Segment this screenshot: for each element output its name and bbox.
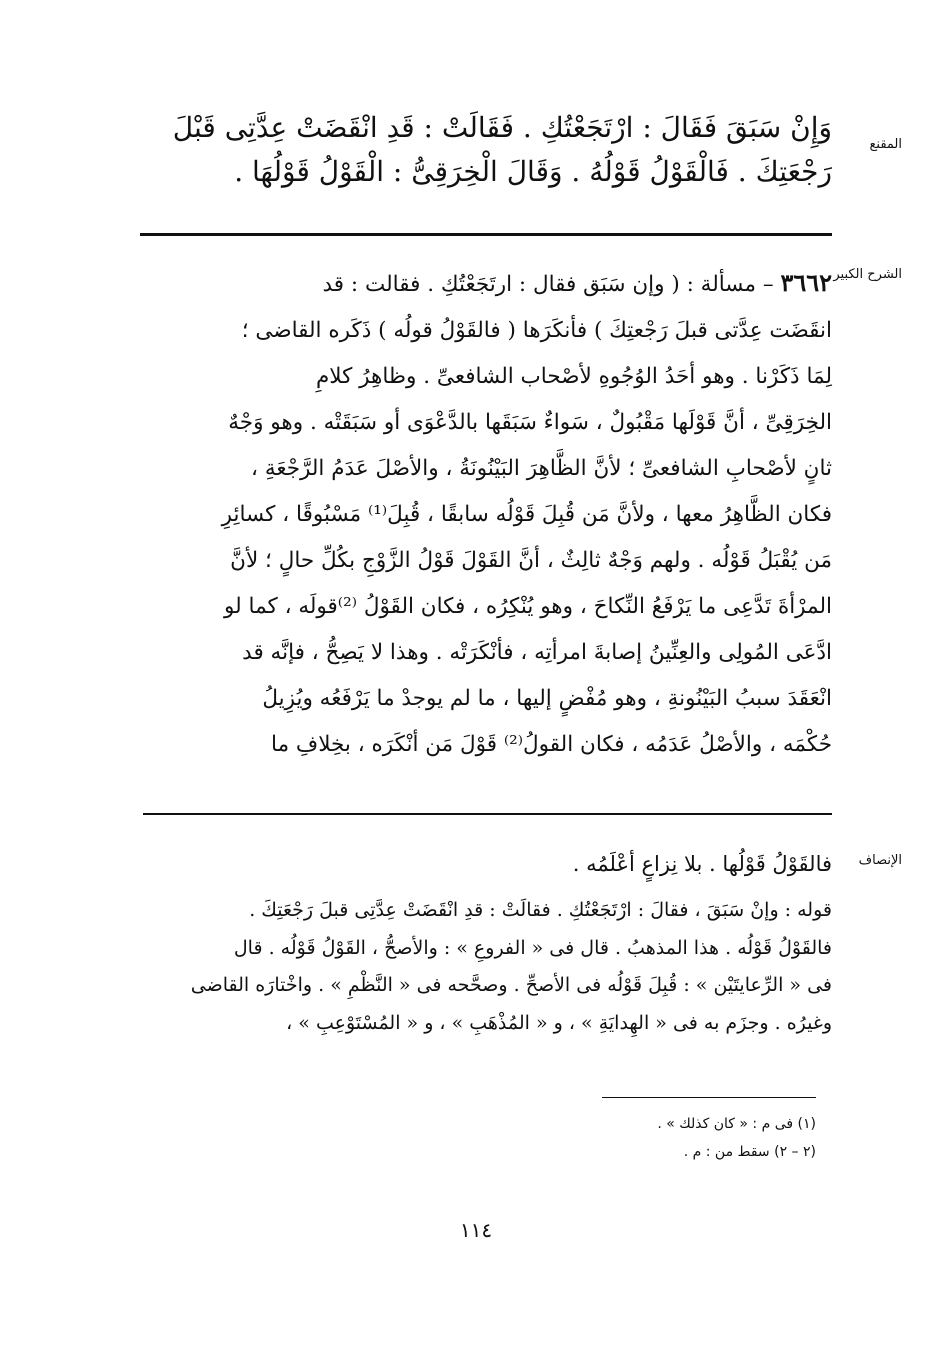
sharh-line: ادَّعَى المُولِى والعِنِّينُ إصابةَ امرأتِه ، فأنْكَرَتْه . وهذا لا يَصِحُّ ، فإنَّه قد	[242, 640, 832, 665]
footnote: (١) فى م : « كان كذلك » .	[657, 1116, 816, 1132]
insaf-line: فى « الرِّعايتَيْن » : قُبِلَ قَوْلُه فى الأصحِّ . وصحَّحه فى « النَّظْمِ » . واخْتارَه القاضى	[190, 974, 832, 996]
insaf-text	[120, 892, 832, 1042]
issue-number: ٣٦٦٢	[780, 268, 832, 297]
insaf-line: فالقَوْلُ قَوْلُه . هذا المذهبُ . قال فى « الفروعِ » : والأصحُّ ، القَوْلُ قَوْلُه . قال	[233, 936, 832, 959]
sharh-line: الخِرَقِىِّ ، أنَّ قَوْلَها مَقْبُولٌ ، سَواءٌ سَبَقَها بالدَّعْوَى أو سَبَقَتْه . وهو وَجْهٌ	[228, 410, 832, 435]
sharh-line: المرْأةَ تَدَّعِى ما يَرْفَعُ النِّكاحَ ، وهو يُنْكِرُه ، فكان القَوْلُ ⁽²⁾قولَه ، كما لو	[224, 594, 832, 619]
section-divider-thin	[143, 813, 832, 815]
label-insaf: الإنصاف	[858, 853, 902, 868]
sharh-line: مَن يُقْبَلُ قَوْلُه . ولهم وَجْهٌ ثالِثٌ ، أنَّ القَوْلَ قَوْلُ الزَّوْجِ بكُلِّ حالٍ ؛ لأنَّ	[230, 548, 832, 573]
sharh-line	[120, 260, 832, 308]
label-muqni: المقنع	[869, 137, 902, 152]
muqni-text	[120, 106, 832, 194]
muqni-line: وَإِنْ سَبَقَ فَقَالَ : ارْتَجَعْتُكِ . فَقَالَتْ : قَدِ انْقَضَتْ عِدَّتِى قَبْلَ	[172, 111, 832, 144]
footnotes	[657, 1110, 816, 1166]
label-sharh: الشرح الكبير	[833, 267, 902, 282]
sharh-line: لِمَا ذَكَرْنا . وهو أحَدُ الوُجُوهِ لأصْحاب الشافعىِّ . وظاهِرُ كلامِ	[315, 364, 832, 389]
insaf-summary-line: فالقَوْلُ قَوْلُها . بلا نِزاعٍ أعْلَمُه .	[572, 852, 832, 876]
insaf-line: قوله : وإنْ سَبَقَ ، فقالَ : ارْتَجَعْتُكِ . فقالَتْ : قدِ انْقَضَتْ عِدَّتِى قبلَ رَجْعَتِكَ .	[249, 899, 832, 921]
sharh-line: فكان الظَّاهِرُ معها ، ولأنَّ مَن قُبِلَ قَوْلُه سابقًا ، قُبِلَ⁽¹⁾ مَسْبُوقًا ، كسائِرِ	[221, 502, 832, 527]
sharh-text	[120, 260, 832, 768]
footnote-divider	[602, 1097, 816, 1098]
sharh-line: ثانٍ لأصْحابِ الشافعىِّ ؛ لأنَّ الظَّاهِرَ البَيْنُونَةُ ، والأصْلَ عَدَمُ الرَّجْعَةِ ،	[251, 456, 832, 481]
page-number: ١١٤	[459, 1218, 493, 1242]
footnote: (٢ – ٢) سقط من : م .	[683, 1144, 816, 1160]
sharh-line: انقَضَت عِدَّتى قبلَ رَجْعتِكَ ) فأنكَرَها ( فالقَوْلُ قولُه ) ذَكَره القاضى ؛	[241, 318, 832, 343]
muqni-line: رَجْعَتِكَ . فَالْقَوْلُ قَوْلُهُ . وَقَالَ الْخِرَقِىُّ : الْقَوْلُ قَوْلُهَا .	[234, 155, 832, 188]
sharh-line: انْعَقَدَ سببُ البَيْنُونةِ ، وهو مُفْضٍ إليها ، ما لم يوجدْ ما يَرْفَعُه ويُزِيلُ	[262, 686, 832, 711]
insaf-line: وغيرُه . وجزَم به فى « الهِدايَةِ » ، و « المُذْهَبِ » ، و « المُسْتَوْعِبِ » ،	[286, 1011, 832, 1034]
sharh-line-text: – مسألة : ( وإن سَبَق فقال : ارتَجَعْتُكِ . فقالت : قد	[322, 272, 774, 297]
section-divider-thick	[140, 233, 832, 236]
sharh-line: حُكْمَه ، والأصْلُ عَدَمُه ، فكان القولُ⁽²⁾ قَوْلَ مَن أنْكَرَه ، بخِلافِ ما	[271, 732, 832, 757]
insaf-summary	[120, 846, 832, 882]
